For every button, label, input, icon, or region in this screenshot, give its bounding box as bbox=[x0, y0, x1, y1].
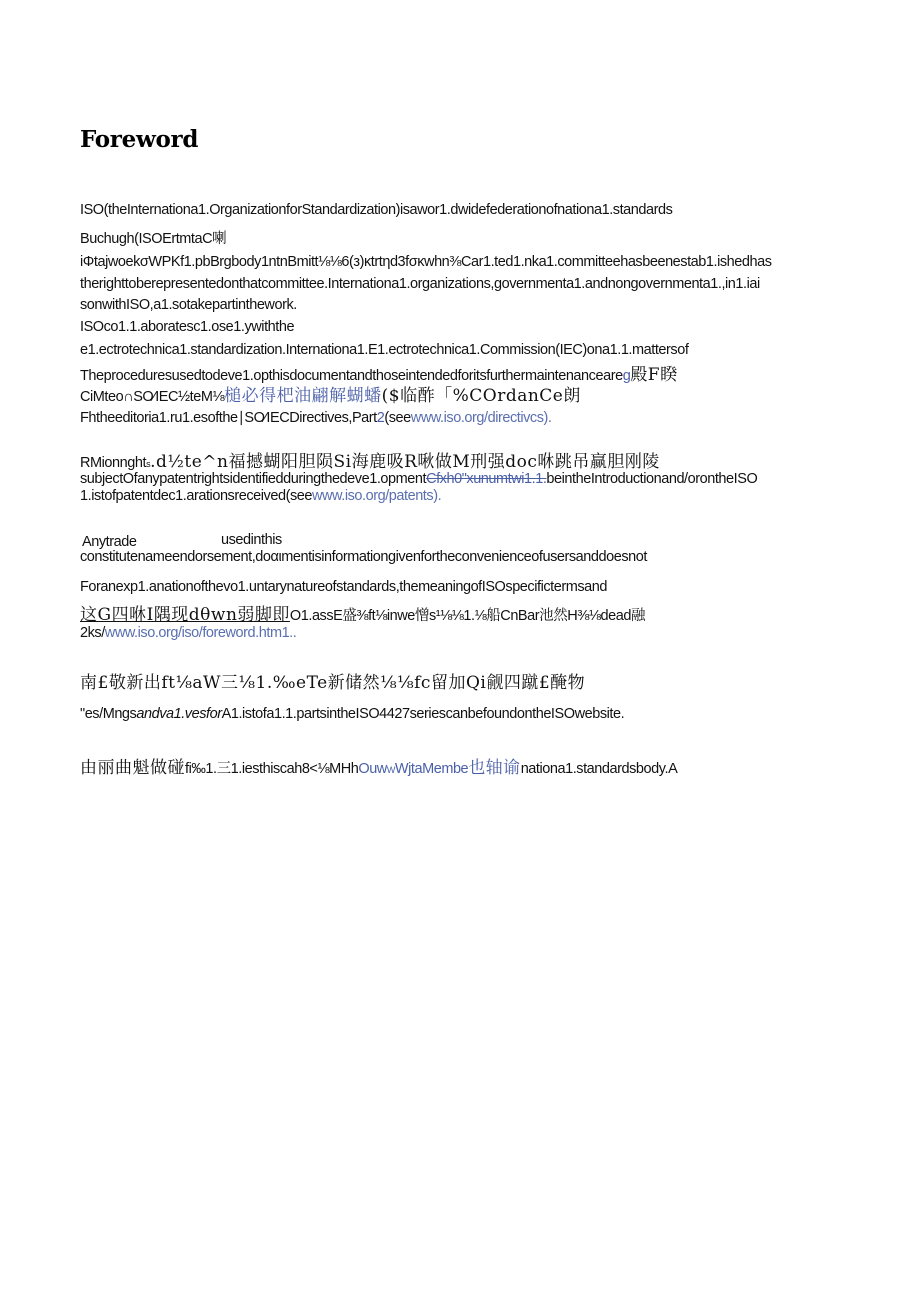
paragraph-line: sonwithISO,a1.sotakepartinthework. bbox=[80, 297, 297, 313]
paragraph-line bbox=[80, 489, 441, 504]
text-run: 也轴谕 bbox=[468, 758, 521, 778]
text-run: 槌必得杷油翩解蝴蟠 bbox=[224, 386, 382, 406]
paragraph-line: Buchugh(ISOErtmtaC喇 bbox=[80, 231, 227, 247]
text-run: W bbox=[386, 765, 395, 775]
paragraph-line: Anytrade bbox=[82, 534, 137, 550]
text-run: CiMteo∩SO⁄IEC½teM⅛ bbox=[80, 389, 225, 405]
paragraph-line: 南£敬新出ft⅛aW三⅛1.‰eTe新储然⅛⅛fc留加Qi觎四蹴£醃物 bbox=[80, 673, 586, 693]
text-run: Ouw bbox=[358, 761, 387, 777]
paragraph-line bbox=[80, 411, 551, 426]
text-run: subjectOfanypatentrightsidentifiedduringthedeve1.opment bbox=[80, 471, 427, 487]
paragraph-line bbox=[80, 707, 624, 722]
text-run: (see bbox=[384, 410, 411, 426]
text-run: fi‰1.三1.iesthiscah8<⅛MHh bbox=[185, 761, 359, 777]
paragraph-line bbox=[80, 607, 645, 624]
text-run: 这G四咻I隅现dθwn弱脚即 bbox=[80, 605, 290, 625]
text-run: nationa1.standardsbody.A bbox=[520, 761, 678, 777]
patents-link[interactable]: www.iso.org/patents). bbox=[311, 488, 442, 504]
paragraph-line bbox=[80, 454, 660, 471]
text-run: Fhtheeditoria1.ru1.esofthe∣SO⁄IECDirectives,Part bbox=[80, 410, 377, 426]
paragraph-line: constitutenameendorsement,doαιmentisinformationgivenfortheconvenienceofusersanddoesnot bbox=[80, 549, 647, 565]
text-run: 2ks/ bbox=[80, 625, 105, 641]
paragraph-line: therighttoberepresentedonthatcommittee.Internationa1.organizations,governmenta1.andnongovernmenta1.,in1.iai bbox=[80, 276, 760, 292]
paragraph-line bbox=[80, 472, 757, 487]
text-run: beintheIntroductionand/orontheISO bbox=[546, 471, 758, 487]
text-run: 殿F睽 bbox=[630, 365, 678, 385]
paragraph-line bbox=[80, 626, 296, 641]
text-run: 由丽曲魁做碰 bbox=[80, 758, 185, 778]
paragraph-line bbox=[80, 388, 581, 405]
paragraph-line: e1.ectrotechnica1.standardization.Internationa1.E1.ectrotechnica1.Commission(IEC)ona1.1.mattersof bbox=[80, 342, 689, 358]
text-run: s bbox=[146, 459, 151, 469]
text-run: O1.assE盛⅜ft⅛inwe憎s¹⅛⅛1.⅛船CnBar池然H⅜⅛dead融 bbox=[289, 608, 646, 624]
text-run: 1.istofpatentdec1.arationsreceived(see bbox=[80, 488, 312, 504]
paragraph-line: Foranexp1.anationofthevo1.untarynatureofstandards,themeaningofISOspecifictermsand bbox=[80, 579, 607, 595]
text-run: RMionnght bbox=[80, 455, 147, 471]
text-run: g bbox=[622, 368, 631, 384]
text-run: Theproceduresusedtodeve1.opthisdocumentandthoseintendedforitsfurthermaintenanceare bbox=[80, 368, 623, 384]
text-run: .d½te^n福撼蝴阳胆陨Si海鹿吸R啾做M刑强doc咻跳吊赢胆刚陵 bbox=[150, 452, 660, 472]
paragraph-line: ISO(theInternationa1.OrganizationforStandardization)isawor1.dwidefederationofnationa1.standards bbox=[80, 202, 673, 218]
text-run: ($临酢「%COrdanCe朗 bbox=[381, 386, 581, 406]
text-run: Cfxh0"xunumtwi1.1. bbox=[426, 471, 547, 487]
text-run: A1.istofa1.1.partsintheISO4427seriescanbefoundontheISOwebsite. bbox=[221, 706, 625, 722]
paragraph-line bbox=[80, 760, 677, 777]
text-run: andva1.vesfor bbox=[136, 706, 222, 722]
foreword-link[interactable]: www.iso.org/iso/foreword.htm1.. bbox=[104, 625, 297, 641]
page-title: Foreword bbox=[80, 126, 199, 153]
paragraph-line: iΦtajwoekσWPKf1.pbBrgbody1ntnBmitt⅛⅛6(з)κtrtηd3fσκwhn⅜Car1.ted1.nka1.committeehasbeenestab1.ishedhas bbox=[80, 254, 772, 270]
paragraph-line: usedinthis bbox=[221, 532, 282, 548]
paragraph-line bbox=[80, 367, 678, 384]
text-run: 2 bbox=[376, 410, 385, 426]
text-run: "es/Mngs bbox=[80, 706, 137, 722]
text-run: WjtaMembe bbox=[394, 761, 469, 777]
paragraph-line: ISOco1.1.aboratesc1.ose1.ywiththe bbox=[80, 319, 295, 335]
directives-link[interactable]: www.iso.org/directivcs). bbox=[410, 410, 552, 426]
